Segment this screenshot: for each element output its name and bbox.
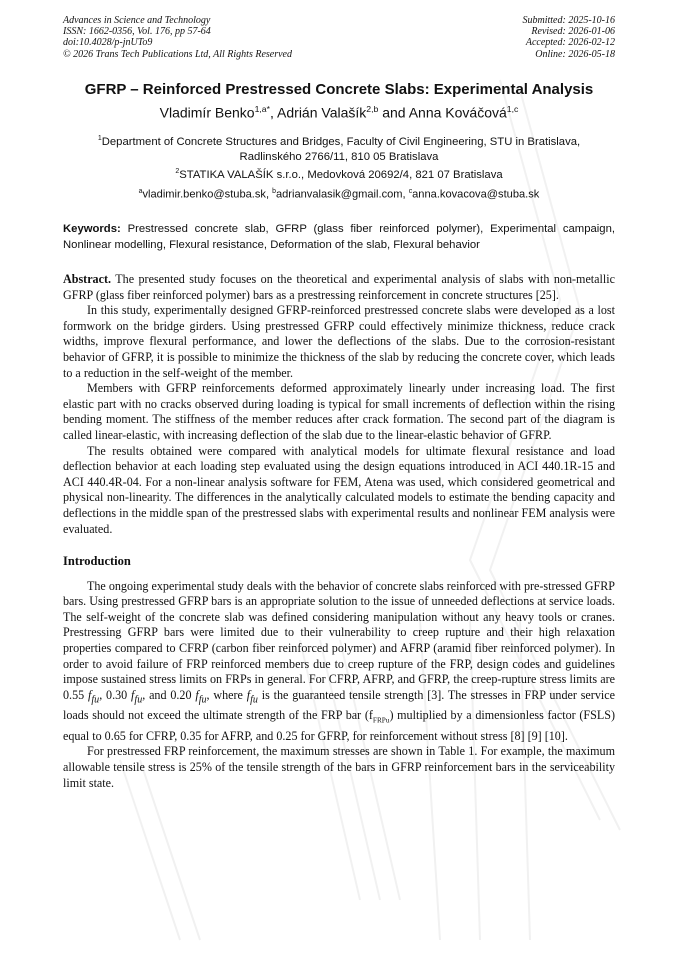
email-link[interactable]: anna.kovacova@stuba.sk [412,188,540,201]
introduction-paragraph: The ongoing experimental study deals with the behavior of concrete slabs reinforced with pre-stressed GFRP bars. Using prestressed GFRP bars is an appropriate solution to the issue of unneeded deflections at service loads. The self-weight of the concrete slab was defined considering manipulation without any heavy tools or cranes. Prestressing GFRP bars were limited due to their vulnerability to creep rupture and their high relaxation properties compared to CFRP (carbon fiber reinforced polymer) and AFRP (aramid fiber reinforced polymer). In order to avoid failure of FRP reinforced members due to creep rupture of the FRP, design codes and guidelines impose sustained stress limits on FRPs in general. For CFRP, AFRP, and GFRP, the creep-rupture stress limits are 0.55 $f_{fu}$, 0.30 $f_{fu}$, and 0.20 $f_{fu}$, where $f_{fu}$ is the guaranteed tensile strength [3]. The stresses in FRP under service loads should not exceed the ultimate strength of the FRP bar $(f_{FRPu})$ multiplied by a dimensionless factor (FSLS) equal to 0.65 for CFRP, 0.35 for AFRP, and 0.25 for GFRP, for reinforcement without stress [8] [9] [10]. [63,578,615,743]
email-link[interactable]: vladimir.benko@stuba.sk [142,188,266,201]
author-affiliation-mark: 1,a* [254,104,271,114]
journal-info [63,15,292,60]
author-name: Vladimír Benko [159,104,255,121]
abstract-paragraph: In this study, experimentally designed GFRP-reinforced prestressed concrete slabs were developed as a lost formwork on the bridge girders. Using prestressed GFRP could effectively minimize thickness, reduce crack widths, improve flexural performance, and lower the deflections of the slabs. Due to the corrosion-resistant behavior of GFRP, it is possible to minimize the thickness of the slab by reducing the concrete cover, which leads to a reduction in the self-weight of the member. [63,303,615,380]
email-mark: a [138,188,143,195]
email-mark: b [272,188,276,195]
keywords-label: Keywords: [63,223,121,235]
affiliation-1 [63,131,615,165]
affiliation-mark: 1 [97,135,102,142]
author-emails: $^a$vladimir.benko@stuba.sk, $^b$adrianvalasik@gmail.com, $^c$anna.kovacova@stuba.sk [138,188,540,201]
journal-copyright: © 2026 Trans Tech Publications Ltd, All Rights Reserved [63,48,292,60]
affiliation-mark: 2 [175,168,180,175]
abstract-label: Abstract. [63,272,112,286]
author-affiliation-mark: 1,c [506,104,519,114]
author-affiliation-mark: 2,b [366,104,379,114]
keywords-text: Prestressed concrete slab, GFRP (glass fiber reinforced polymer), Experimental campaign, Nonlinear modelling, Flexural resistance, Deformation of the slab, Flexural behavior [63,223,615,251]
affiliation-text: Radlinského 2766/11, 810 05 Bratislava [239,150,439,163]
abstract-paragraph: Members with GFRP reinforcements deformed approximately linearly under increasing load. The first elastic part with no cracks observed during loading is typical for small increments of deflection within the rising bending moment. The stiffness of the member reduces after crack formation. The second part of the diagram is called linear-elastic, with increasing deflection of the slab due to the linear-elastic behavior of GFRP. [63,381,615,442]
paper-body [63,272,615,791]
keywords [63,222,615,253]
email-mark: c [408,188,413,195]
abstract-paragraph: The results obtained were compared with analytical models for ultimate flexural resistance and load deflection behavior at each loading step evaluated using the design equations introduced in ACI 440.1R-15 and ACI 440.4R-04. For a non-linear analysis software for FEM, Atena was used, which considered geometrical and physical non-linearity. The differences in the analytically calculated models to estimate the bending capacity and deflections in the middle span of the prestressed slabs with experimental results and nonlinear FEM analysis were evaluated. [63,443,615,536]
affiliation-text: Department of Concrete Structures and Bridges, Faculty of Civil Engineering, STU in Bratislava, [101,135,581,148]
affiliation-2 [63,164,615,183]
author-separator: , [270,104,278,121]
date-accepted: Accepted: 2026-02-12 [525,37,615,49]
journal-doi: doi:10.4028/p-jnUTo9 [63,37,153,49]
email-link[interactable]: adrianvalasik@gmail.com [275,188,403,201]
author-separator: and [378,104,409,121]
introduction-paragraph: For prestressed FRP reinforcement, the maximum stresses are shown in Table 1. For example, the maximum allowable tensile stress is 25% of the tensile strength of the bars in GFRP reinforcement bars in the serviceability limit state. [63,744,615,790]
author-list [63,104,615,121]
paper-title: GFRP – Reinforced Prestressed Concrete Slabs: Experimental Analysis [84,81,594,98]
date-revised: Revised: 2026-01-06 [531,26,615,38]
author-name: Adrián Valašík [277,104,367,121]
date-submitted: Submitted: 2025-10-16 [522,15,615,26]
journal-name: Advances in Science and Technology [63,15,211,26]
section-heading-introduction: Introduction [63,554,131,569]
abstract-paragraph: Abstract. The presented study focuses on the theoretical and experimental analysis of slabs with non-metallic GFRP (glass fiber reinforced polymer) bars as a prestressing reinforcement in concrete structures [25]. [63,272,615,302]
journal-issn: ISSN: 1662-0356, Vol. 176, pp 57-64 [63,26,211,38]
date-online: Online: 2026-05-18 [535,48,615,60]
affiliation-text: STATIKA VALAŠÍK s.r.o., Medovková 20692/4, 821 07 Bratislava [179,168,503,181]
submission-dates [523,15,616,60]
author-name: Anna Kováčová [408,104,507,121]
